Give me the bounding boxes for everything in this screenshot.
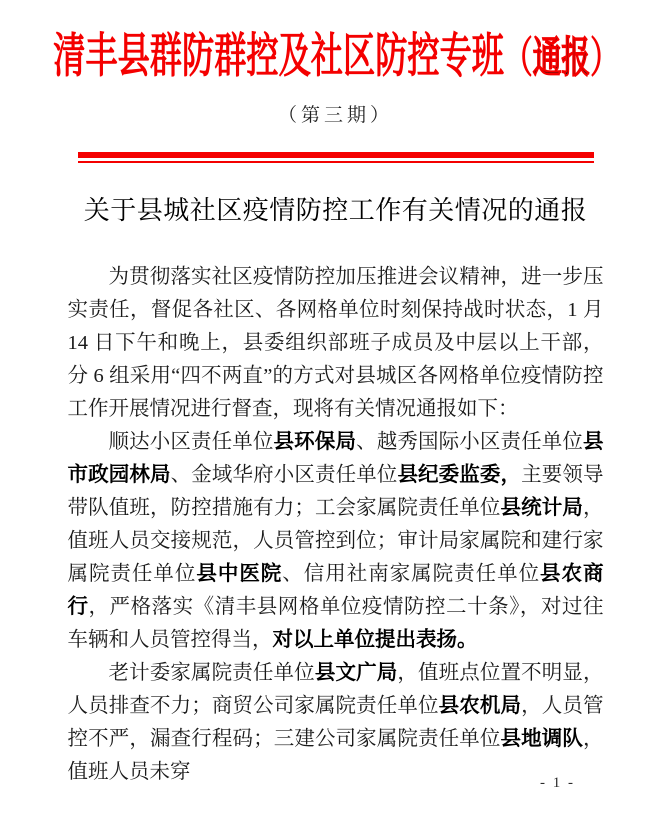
- text-run: 老计委家属院责任单位: [108, 662, 315, 684]
- masthead-paren-close: ）: [589, 33, 619, 82]
- emphasis-run: 县纪委监委，: [397, 464, 522, 486]
- masthead-title-inner: [53, 18, 619, 87]
- text-run: ，严格落实《清丰县网格单位疫情防控二十条》，对过往车辆和人员管控得当，: [67, 596, 604, 651]
- masthead-title: 清丰县群防群控及社区防控专班: [52, 29, 504, 83]
- emphasis-run: 县文广局: [314, 662, 398, 684]
- text-run: ，人员管控不严，漏查行程码；三建公司家属院责任单位: [67, 695, 604, 750]
- emphasis-run: 县市政园林局: [67, 431, 604, 486]
- emphasis-run: 对以上单位提出表扬。: [272, 629, 478, 651]
- masthead-paren-open: （: [503, 33, 533, 82]
- text-run: 、信用社南家属院责任单位: [282, 563, 541, 585]
- emphasis-run: 县农商行: [67, 563, 604, 618]
- text-run: ，值班点位置不明显，人员排查不力；商贸公司家属院责任单位: [67, 662, 604, 717]
- text-run: 为贯彻落实社区疫情防控加压推进会议精神，进一步压实责任，督促各社区、各网格单位时刻保持战时状态，1 月 14 日下午和晚上，县委组织部班子成员及中层以上干部，分 6 组采用“四不两直”的方式对县城区各网格单位疫情防控工作开展情况进行督查，现将有关情况通报如下：: [67, 266, 604, 420]
- masthead-paren-text: 通报: [532, 33, 590, 82]
- text-run: 顺达小区责任单位: [108, 431, 274, 453]
- masthead: [0, 0, 671, 127]
- text-run: ，值班人员交接规范，人员管控到位；审计局家属院和建行家属院责任单位: [67, 497, 604, 585]
- text-run: 主要领导带队值班，防控措施有力；工会家属院责任单位: [67, 464, 604, 519]
- page-number: - 1 -: [540, 775, 575, 791]
- emphasis-run: 县环保局: [273, 431, 357, 453]
- document-body: [68, 261, 604, 789]
- text-run: 、金域华府小区责任单位: [170, 464, 398, 486]
- doc-title: 关于县城社区疫情防控工作有关情况的通报: [83, 196, 588, 225]
- body-paragraph: [68, 261, 604, 426]
- emphasis-run: 县农机局: [438, 695, 522, 717]
- emphasis-run: 县统计局: [500, 497, 584, 519]
- body-paragraph: [68, 657, 604, 789]
- body-paragraph: [68, 426, 604, 657]
- emphasis-run: 县中医院: [196, 563, 283, 585]
- text-run: ，值班人员未穿: [67, 728, 604, 783]
- divider-thick-line: [78, 152, 594, 158]
- header-divider: [78, 152, 594, 163]
- issue-number: （第三期）: [277, 105, 393, 126]
- text-run: 、越秀国际小区责任单位: [356, 431, 584, 453]
- divider-thin-line: [78, 161, 594, 163]
- emphasis-run: 县地调队: [500, 728, 584, 750]
- masthead-title-line: [0, 18, 671, 84]
